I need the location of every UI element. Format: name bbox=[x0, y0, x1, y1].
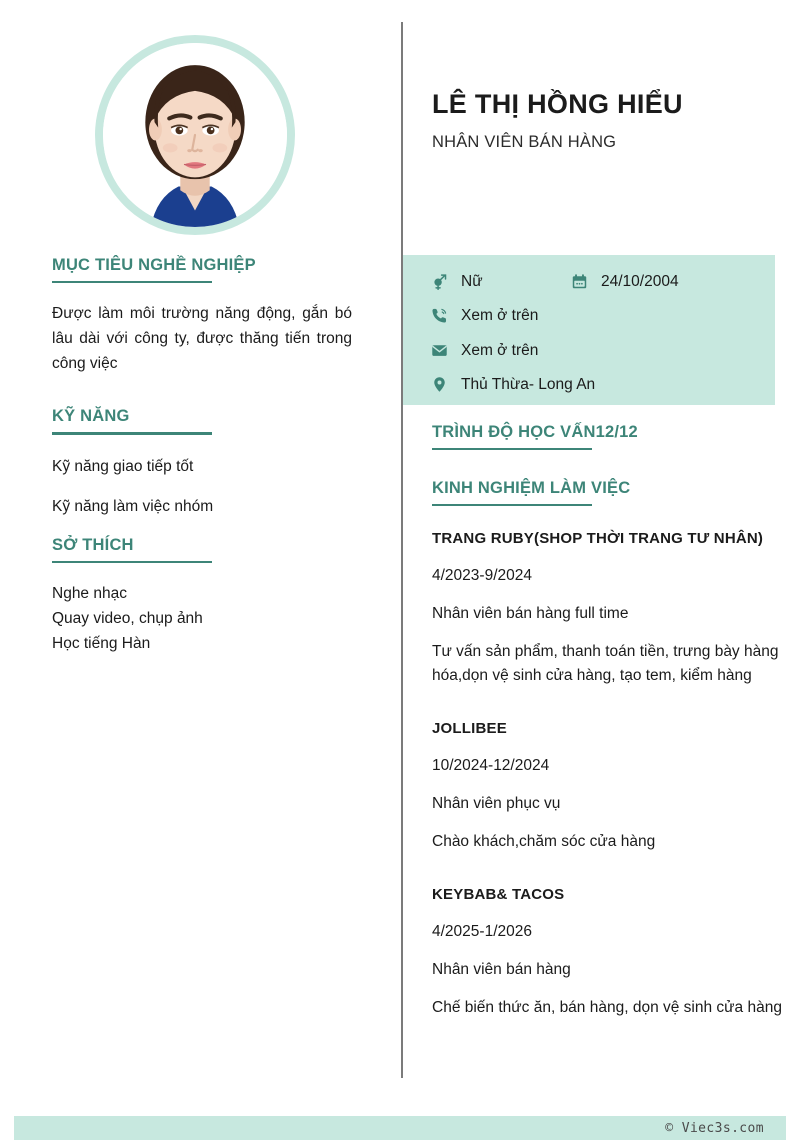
footer-copyright: © Viec3s.com bbox=[665, 1120, 764, 1136]
list-item: Kỹ năng giao tiếp tốt bbox=[52, 457, 194, 475]
contact-value: Xem ở trên bbox=[461, 306, 539, 324]
experience-description: Tư vấn sản phẩm, thanh toán tiền, trưng bày hàng hóa,dọn vệ sinh cửa hàng, tạo tem, kiểm hàng bbox=[432, 643, 779, 685]
gender-icon bbox=[430, 272, 449, 291]
experience-heading: KINH NGHIỆM LÀM VIỆC bbox=[432, 479, 631, 498]
spacer bbox=[52, 376, 352, 406]
list-item: Kỹ năng làm việc nhóm bbox=[52, 497, 214, 515]
contact-band bbox=[403, 255, 775, 405]
list-item: Học tiếng Hàn bbox=[52, 635, 151, 653]
experience-heading-rule bbox=[432, 504, 592, 507]
phone-icon bbox=[430, 306, 449, 325]
skills-heading: KỸ NĂNG bbox=[52, 407, 130, 426]
experience-role: Nhân viên phục vụ bbox=[432, 794, 561, 812]
contact-item-address bbox=[430, 375, 595, 394]
experience-company: TRANG RUBY(SHOP THỜI TRANG TƯ NHÂN) bbox=[432, 530, 764, 548]
experience-role: Nhân viên bán hàng bbox=[432, 960, 571, 978]
contact-value: Thủ Thừa- Long An bbox=[461, 375, 596, 393]
experience-period: 10/2024-12/2024 bbox=[432, 756, 550, 774]
experience-entry bbox=[432, 718, 782, 854]
hobbies-list bbox=[52, 581, 352, 656]
avatar bbox=[95, 35, 295, 235]
section-education bbox=[432, 422, 782, 450]
experience-entry bbox=[432, 884, 782, 1020]
job-title: NHÂN VIÊN BÁN HÀNG bbox=[432, 133, 617, 152]
contact-item-dob bbox=[570, 272, 679, 291]
experience-period: 4/2025-1/2026 bbox=[432, 922, 532, 940]
skills-heading-rule bbox=[52, 432, 212, 435]
experience-description: Chào khách,chăm sóc cửa hàng bbox=[432, 832, 656, 850]
contact-value: Xem ở trên bbox=[461, 341, 539, 359]
list-item: Nghe nhạc bbox=[52, 585, 127, 603]
experience-entry bbox=[432, 528, 782, 688]
objective-text: Được làm môi trường năng động, gắn bó lâu dài với công ty, được thăng tiến trong công việc bbox=[52, 305, 352, 373]
education-heading: TRÌNH ĐỘ HỌC VẤN12/12 bbox=[432, 423, 638, 441]
experience-company: KEYBAB& TACOS bbox=[432, 885, 565, 903]
calendar-icon bbox=[570, 272, 589, 291]
contact-item-gender bbox=[430, 272, 483, 291]
objective-heading: MỤC TIÊU NGHỀ NGHIỆP bbox=[52, 256, 256, 274]
spacer bbox=[432, 450, 782, 478]
name-block bbox=[432, 88, 792, 152]
section-hobbies bbox=[52, 535, 352, 656]
location-icon bbox=[430, 375, 449, 394]
contact-value: 24/10/2004 bbox=[601, 272, 679, 290]
left-column bbox=[0, 0, 401, 1090]
experience-description: Chế biến thức ăn, bán hàng, dọn vệ sinh cửa hàng bbox=[432, 998, 782, 1016]
email-icon bbox=[430, 341, 449, 360]
section-experience bbox=[432, 478, 782, 1020]
contact-item-phone bbox=[430, 306, 538, 325]
hobbies-heading: SỞ THÍCH bbox=[52, 536, 134, 555]
section-objective bbox=[52, 255, 352, 376]
skills-list bbox=[52, 455, 352, 519]
contact-item-email bbox=[430, 341, 538, 360]
experience-role: Nhân viên bán hàng full time bbox=[432, 605, 629, 623]
hobbies-heading-rule bbox=[52, 561, 212, 564]
experience-period: 4/2023-9/2024 bbox=[432, 567, 532, 584]
footer-bar bbox=[14, 1116, 786, 1140]
left-content bbox=[52, 255, 352, 657]
section-skills bbox=[52, 406, 352, 518]
column-divider bbox=[401, 22, 403, 1078]
page-title: LÊ THỊ HỒNG HIỂU bbox=[432, 89, 683, 119]
experience-company: JOLLIBEE bbox=[432, 720, 507, 738]
objective-heading-rule bbox=[52, 281, 212, 284]
right-content bbox=[432, 422, 782, 1020]
portrait-photo bbox=[103, 43, 287, 227]
contact-value: Nữ bbox=[461, 272, 483, 290]
list-item: Quay video, chụp ảnh bbox=[52, 610, 203, 628]
